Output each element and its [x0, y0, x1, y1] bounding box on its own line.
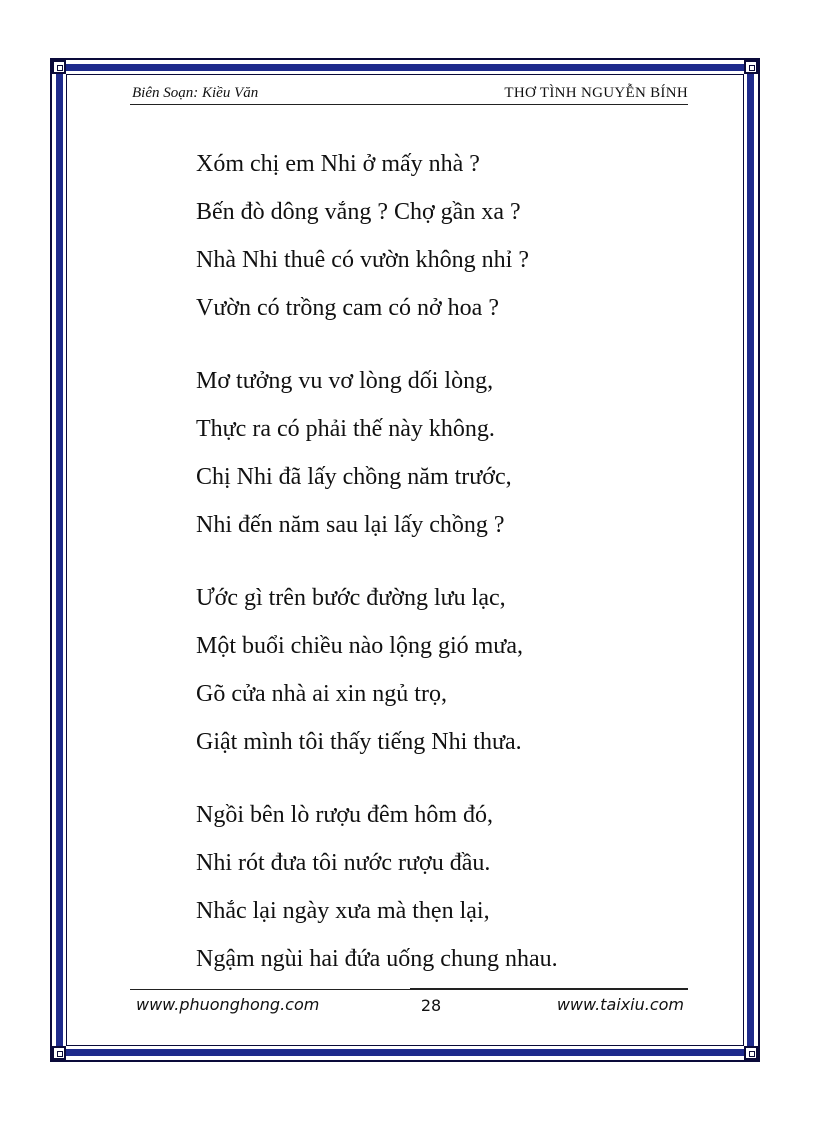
poem-line: Gõ cửa nhà ai xin ngủ trọ, [196, 681, 447, 707]
poem-line: Giật mình tôi thấy tiếng Nhi thưa. [196, 729, 522, 755]
stanza [196, 140, 716, 332]
corner-ornament-top-left [52, 60, 66, 74]
poem-line: Nhi rót đưa tôi nước rượu đầu. [196, 850, 491, 876]
poem-line: Nhắc lại ngày xưa mà thẹn lại, [196, 898, 490, 924]
footer-website-left: www.phuonghong.com [136, 995, 320, 1014]
footer-rule-accent [410, 988, 688, 990]
poem-line: Một buổi chiều nào lộng gió mưa, [196, 633, 523, 659]
header-book-title: THƠ TÌNH NGUYỄN BÍNH [504, 85, 688, 101]
poem-line: Nhi đến năm sau lại lấy chồng ? [196, 512, 505, 538]
poem-line: Vườn có trồng cam có nở hoa ? [196, 295, 499, 321]
stanza [196, 574, 716, 766]
page-number: 28 [420, 996, 442, 1015]
header-editor: Biên Soạn: Kiều Văn [132, 85, 259, 101]
corner-ornament-bottom-right [744, 1046, 758, 1060]
poem-line: Nhà Nhi thuê có vườn không nhỉ ? [196, 247, 529, 273]
poem-line: Ngồi bên lò rượu đêm hôm đó, [196, 802, 493, 828]
poem-line: Bến đò dông vắng ? Chợ gần xa ? [196, 199, 521, 225]
poem-line: Ngậm ngùi hai đứa uống chung nhau. [196, 946, 558, 972]
stanza [196, 791, 716, 983]
poem-line: Ước gì trên bước đường lưu lạc, [196, 585, 506, 611]
corner-ornament-bottom-left [52, 1046, 66, 1060]
poem-line: Chị Nhi đã lấy chồng năm trước, [196, 464, 512, 490]
poem-line: Thực ra có phải thế này không. [196, 416, 495, 442]
poem-line: Mơ tưởng vu vơ lòng dối lòng, [196, 368, 494, 394]
poem [196, 140, 716, 1008]
poem-line: Xóm chị em Nhi ở mấy nhà ? [196, 151, 480, 177]
page-header [130, 80, 688, 105]
corner-ornament-top-right [744, 60, 758, 74]
stanza [196, 357, 716, 549]
footer-website-right: www.taixiu.com [556, 995, 684, 1014]
